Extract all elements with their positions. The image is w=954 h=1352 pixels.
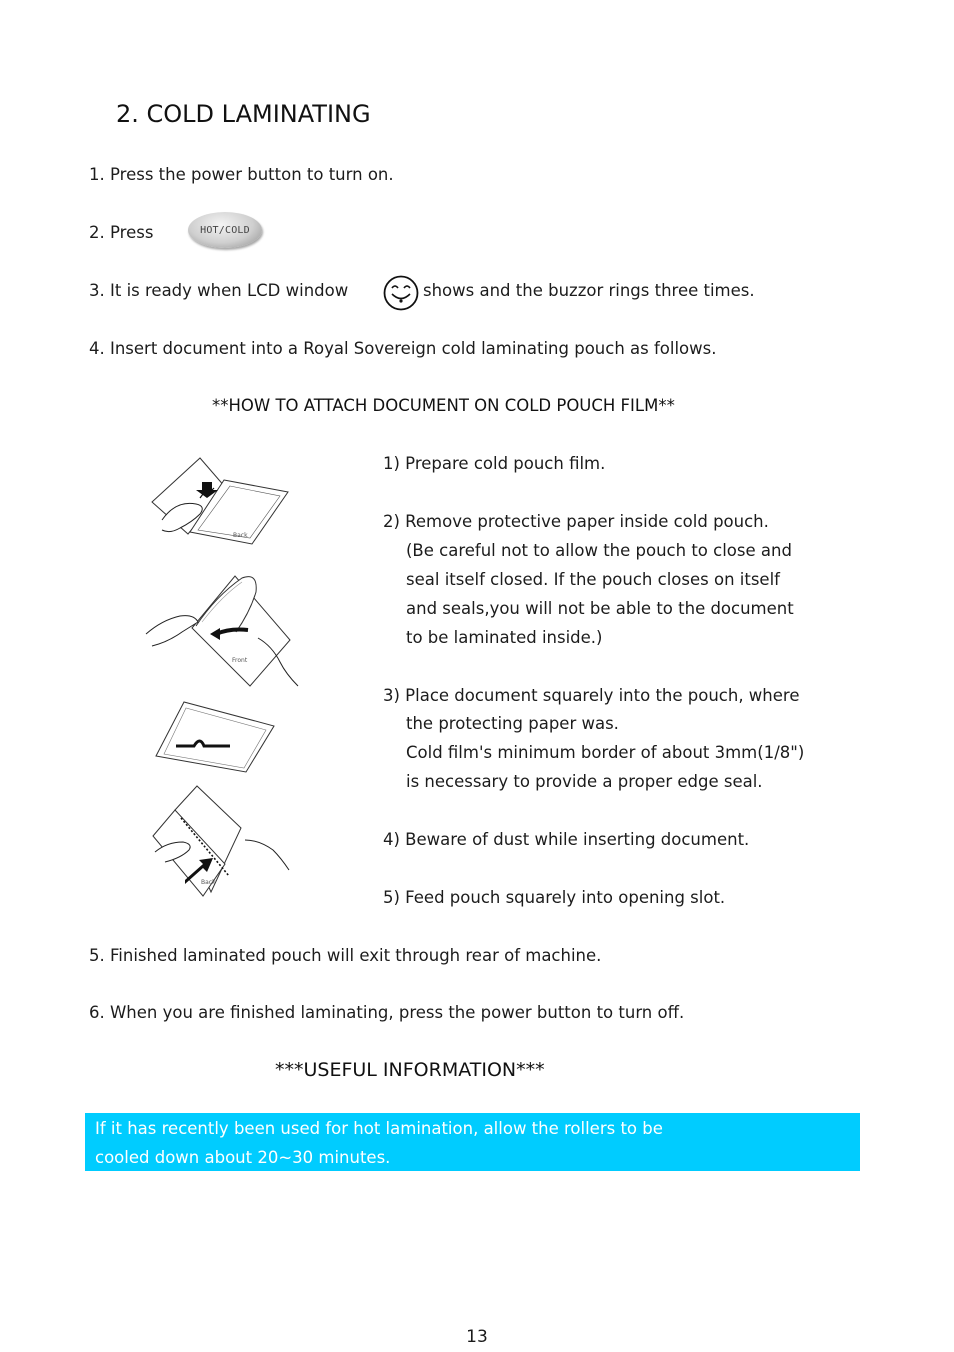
step-2: 2. Press [89,223,154,242]
step-1: 1. Press the power button to turn on. [89,165,394,184]
prepare-pouch-illustration [140,452,295,552]
instruction-5: 5) Feed pouch squarely into opening slot. [383,888,726,907]
instruction-1: 1) Prepare cold pouch film. [383,454,606,473]
back-label-2: Back [201,879,216,886]
instruction-2-note: to be laminated inside.) [406,628,603,647]
step-6: 6. When you are finished laminating, press the power button to turn off. [89,1003,685,1022]
hot-cold-button-icon [188,212,262,248]
useful-heading: ***USEFUL INFORMATION*** [275,1059,545,1081]
useful-info-box [85,1113,860,1171]
front-label: Front [232,657,248,664]
instruction-2-note: (Be careful not to allow the pouch to close and [406,541,792,560]
instruction-2-note: seal itself closed. If the pouch closes on itself [406,570,780,589]
back-label-1: Back [233,532,248,539]
instruction-2: 2) Remove protective paper inside cold pouch. [383,512,769,531]
attach-heading: **HOW TO ATTACH DOCUMENT ON COLD POUCH FILM** [212,396,675,415]
step-4: 4. Insert document into a Royal Sovereign cold laminating pouch as follows. [89,339,717,358]
instruction-3-note: Cold film's minimum border of about 3mm(1/8") [406,743,805,762]
instruction-2-note: and seals,you will not be able to the document [406,599,794,618]
remove-paper-illustration [140,568,305,693]
instruction-3: 3) Place document squarely into the pouch, where [383,686,800,705]
instruction-4: 4) Beware of dust while inserting document. [383,830,750,849]
page-number: 13 [466,1327,488,1347]
smiley-icon [382,274,420,312]
place-document-illustration [150,698,280,774]
instruction-3-note: the protecting paper was. [406,714,619,733]
feed-pouch-illustration [145,780,295,902]
step-5: 5. Finished laminated pouch will exit through rear of machine. [89,946,602,965]
step-3-end: shows and the buzzor rings three times. [423,281,755,300]
step-3-start: 3. It is ready when LCD window [89,281,349,300]
useful-info-line-2: cooled down about 20~30 minutes. [95,1148,391,1167]
page-title: 2. COLD LAMINATING [116,100,371,128]
useful-info-line-1: If it has recently been used for hot lamination, allow the rollers to be [95,1119,663,1138]
instruction-3-note: is necessary to provide a proper edge seal. [406,772,763,791]
hot-cold-label: HOT/COLD [200,224,250,236]
